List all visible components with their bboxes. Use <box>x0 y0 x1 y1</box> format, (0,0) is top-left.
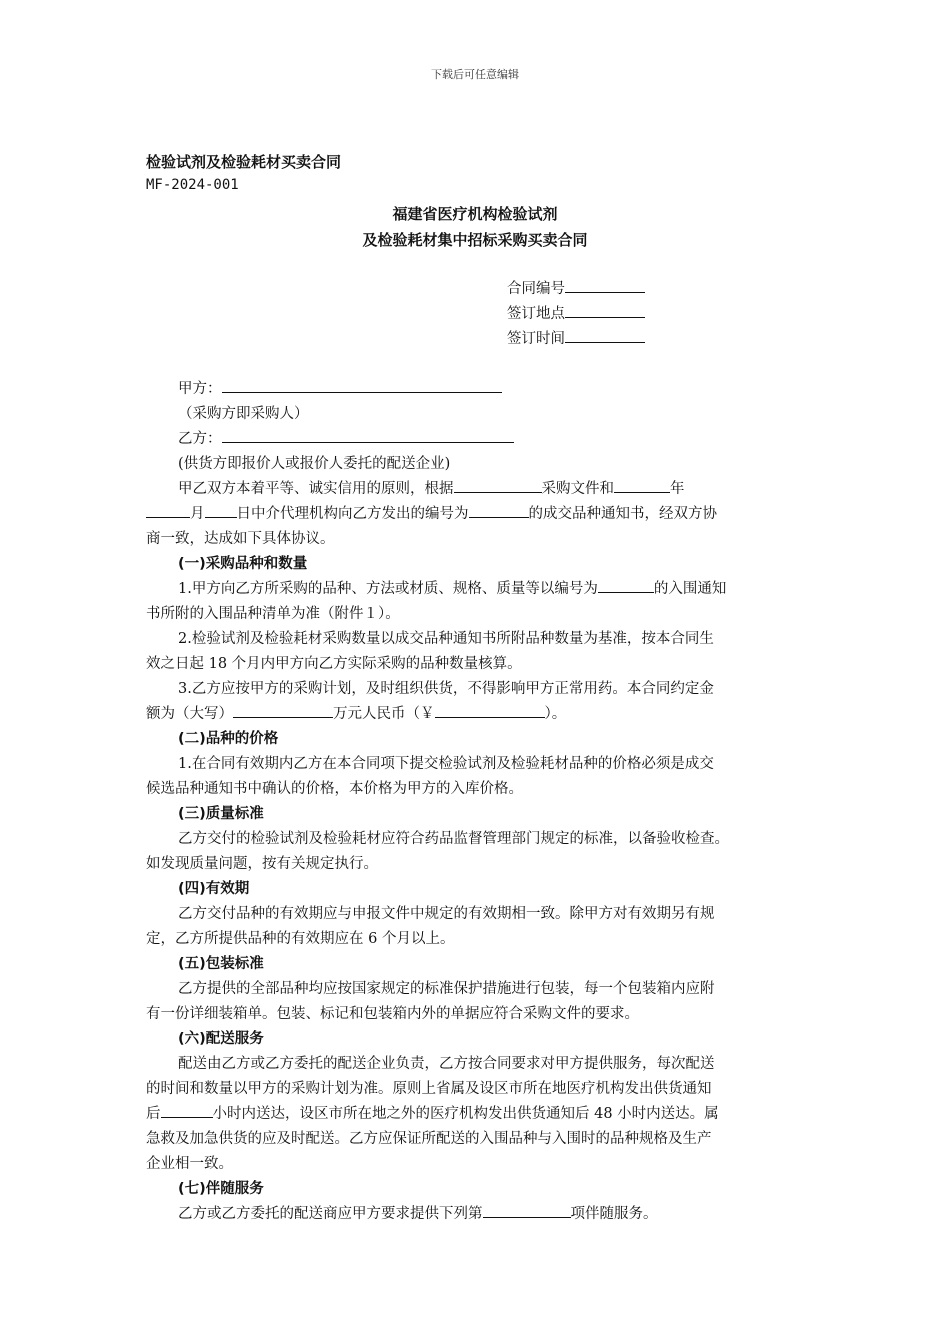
intro-text: 采购文件和 <box>541 481 614 497</box>
section-6-line-2: 的时间和数量以甲方的采购计划为准。原则上省属及设区市所在地医疗机构发出供货通知 <box>146 1081 712 1097</box>
section-1-heading: (一)采购品种和数量 <box>178 556 308 572</box>
intro-text: 月 <box>190 506 205 522</box>
section-1-para-2-line-2: 效之日起 18 个月内甲方向乙方实际采购的品种数量核算。 <box>146 656 522 672</box>
amount-figure-blank[interactable] <box>435 703 545 718</box>
body-text: 的入围通知 <box>653 581 727 597</box>
section-7-line-1 <box>178 1202 658 1223</box>
party-b-line <box>178 427 514 448</box>
year-blank[interactable] <box>614 478 670 493</box>
section-1-para-3-line-2 <box>146 702 566 723</box>
intro-line-2 <box>146 502 717 523</box>
sign-time-blank[interactable] <box>565 328 645 343</box>
section-2-line-1: 1.在合同有效期内乙方在本合同项下提交检验试剂及检验耗材品种的价格必须是成交 <box>178 756 714 772</box>
section-5-line-1: 乙方提供的全部品种均应按国家规定的标准保护措施进行包装，每一个包装箱内应附 <box>178 981 715 997</box>
intro-line-3: 商一致，达成如下具体协议。 <box>146 531 335 547</box>
party-b-label: 乙方： <box>178 431 222 447</box>
contract-number-blank[interactable] <box>565 278 645 293</box>
section-6-line-3 <box>146 1102 719 1123</box>
intro-text: 日中介代理机构向乙方发出的编号为 <box>236 506 469 522</box>
procurement-doc-blank[interactable] <box>454 478 542 493</box>
header-note: 下载后可任意编辑 <box>431 68 519 81</box>
notice-number-blank[interactable] <box>469 503 529 518</box>
sign-time-field <box>507 327 645 348</box>
body-text: 乙方或乙方委托的配送商应甲方要求提供下列第 <box>178 1206 483 1222</box>
intro-line-1 <box>178 477 685 498</box>
document-code: MF-2024-001 <box>146 177 239 193</box>
party-b-blank[interactable] <box>222 428 514 443</box>
body-text: 项伴随服务。 <box>570 1206 658 1222</box>
body-text: 后 <box>146 1106 161 1122</box>
amount-words-blank[interactable] <box>233 703 333 718</box>
section-1-para-1-line-2: 书所附的入围品种清单为准（附件１）。 <box>146 606 400 622</box>
sign-place-label: 签订地点 <box>507 306 565 322</box>
section-5-line-2: 有一份详细装箱单。包装、标记和包装箱内外的单据应符合采购文件的要求。 <box>146 1006 639 1022</box>
body-text: ）。 <box>544 706 567 722</box>
intro-text: 甲乙双方本着平等、诚实信用的原则，根据 <box>178 481 454 497</box>
body-text: 万元人民币（￥ <box>333 706 435 722</box>
intro-text: 的成交品种通知书，经双方协 <box>528 506 717 522</box>
section-6-line-1: 配送由乙方或乙方委托的配送企业负责，乙方按合同要求对甲方提供服务，每次配送 <box>178 1056 715 1072</box>
main-title-line-2: 及检验耗材集中招标采购买卖合同 <box>362 231 588 249</box>
party-a-label: 甲方： <box>178 381 222 397</box>
section-1-para-1-line-1 <box>178 577 726 598</box>
section-4-line-2: 定，乙方所提供品种的有效期应在 6 个月以上。 <box>146 931 455 947</box>
section-1-para-2-line-1: 2.检验试剂及检验耗材采购数量以成交品种通知书所附品种数量为基准，按本合同生 <box>178 631 714 647</box>
section-3-line-2: 如发现质量问题，按有关规定执行。 <box>146 856 378 872</box>
day-blank[interactable] <box>205 503 237 518</box>
section-6-line-4: 急救及加急供货的应及时配送。乙方应保证所配送的入围品种与入围时的品种规格及生产 <box>146 1131 712 1147</box>
delivery-hours-blank[interactable] <box>161 1103 213 1118</box>
section-4-line-1: 乙方交付品种的有效期应与申报文件中规定的有效期相一致。除甲方对有效期另有规 <box>178 906 715 922</box>
body-text: 额为（大写） <box>146 706 233 722</box>
sign-time-label: 签订时间 <box>507 331 565 347</box>
section-5-heading: (五)包装标准 <box>178 956 264 972</box>
month-blank[interactable] <box>146 503 190 518</box>
contract-number-field <box>507 277 645 298</box>
party-a-blank[interactable] <box>222 378 502 393</box>
section-3-line-1: 乙方交付的检验试剂及检验耗材应符合药品监督管理部门规定的标准，以备验收检查。 <box>178 831 729 847</box>
section-6-line-5: 企业相一致。 <box>146 1156 233 1172</box>
sign-place-field <box>507 302 645 323</box>
section-4-heading: (四)有效期 <box>178 881 250 897</box>
section-3-heading: (三)质量标准 <box>178 806 264 822</box>
section-6-heading: (六)配送服务 <box>178 1031 264 1047</box>
sign-place-blank[interactable] <box>565 303 645 318</box>
section-2-line-2: 候选品种通知书中确认的价格，本价格为甲方的入库价格。 <box>146 781 523 797</box>
contract-number-label: 合同编号 <box>507 281 565 297</box>
party-b-note: (供货方即报价人或报价人委托的配送企业) <box>178 456 451 472</box>
shortlist-number-blank[interactable] <box>598 578 654 593</box>
section-1-para-3-line-1: 3.乙方应按甲方的采购计划，及时组织供货，不得影响甲方正常用药。本合同约定金 <box>178 681 714 697</box>
body-text: 小时内送达，设区市所在地之外的医疗机构发出供货通知后 48 小时内送达。属 <box>212 1106 719 1122</box>
document-title: 检验试剂及检验耗材买卖合同 <box>146 153 342 171</box>
intro-text: 年 <box>670 481 685 497</box>
section-2-heading: (二)品种的价格 <box>178 731 279 747</box>
section-7-heading: (七)伴随服务 <box>178 1181 264 1197</box>
body-text: 1.甲方向乙方所采购的品种、方法或材质、规格、质量等以编号为 <box>178 581 598 597</box>
service-item-blank[interactable] <box>483 1203 571 1218</box>
main-title-line-1: 福建省医疗机构检验试剂 <box>392 205 558 223</box>
party-a-line <box>178 377 502 398</box>
party-a-note: （采购方即采购人） <box>178 406 309 422</box>
